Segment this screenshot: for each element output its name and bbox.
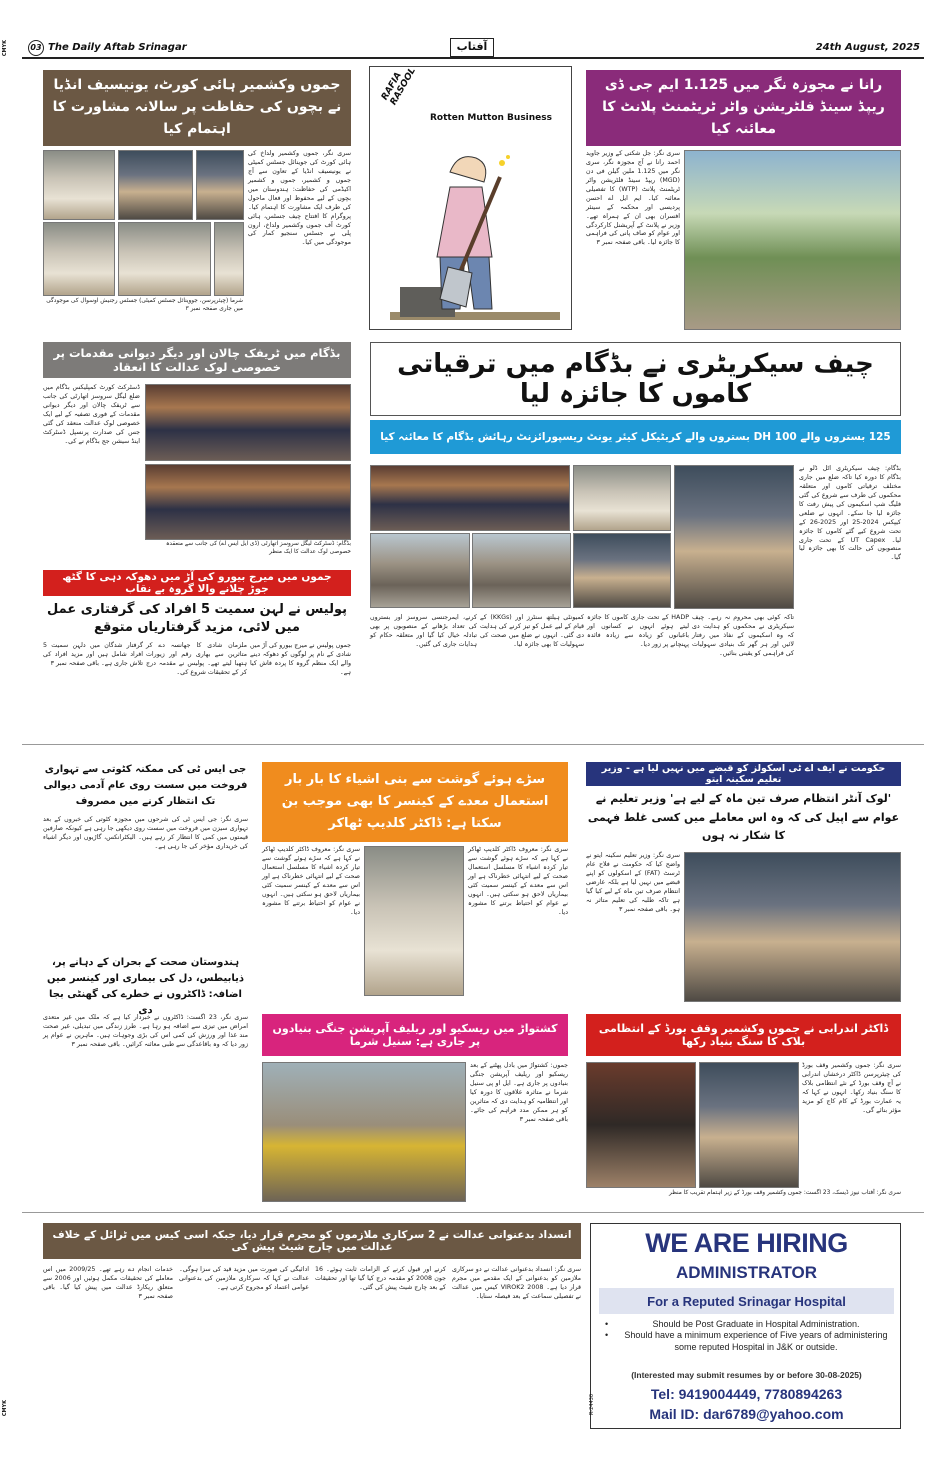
fat-body: سری نگر: وزیر تعلیم سکینہ ایتو نے واضح کیا کہ حکومت نے فلاح عام ٹرسٹ (FAT) کے اسکولوں کو اپنے قبضے میں نہیں لیا ہے بلکہ عارضی انتظام صرف تین ماہ کے لیے کیا گیا ہے تاکہ طلبہ کی تعلیم متاثر نہ ہو۔ باقی صفحہ نمبر ۳ — [586, 852, 681, 913]
cs-photo-5 — [472, 533, 571, 608]
kishtwar-photo — [262, 1062, 466, 1202]
fat-headline-bottom: 'لوک آنٹر انتظام صرف تین ماہ کے لیے ہے' وزیر تعلیم نے عوام سے اپیل کی کہ وہ اس معاملے میں کسی غلط فہمی کا شکار نہ ہوں — [587, 792, 900, 843]
court-headline: انسداد بدعنوانی عدالت نے 2 سرکاری ملازموں کو مجرم قرار دیا، جبکہ اسی کیس میں ٹرائل کے خلاف عدالت میں چارج شیٹ پیش کی — [43, 1223, 581, 1259]
hiring-mail: Mail ID: dar6789@yahoo.com — [649, 1406, 844, 1422]
cs-photo-1 — [370, 465, 570, 531]
court-body-col-2: کرنے اور قبول کرنے کے الزامات ثابت ہوئے۔ 16 جون 2008 کو مقدمہ درج کیا گیا تھا اور تحقیقات کے بعد چارج شیٹ پیش کی گئی۔ — [315, 1266, 446, 1291]
cs-photo-3 — [674, 465, 794, 609]
fat-photo — [684, 852, 901, 1002]
cs-body-col-1: تاکہ کوئی بھی محروم نہ رہے۔ چیف سیکریٹری نے محکموں کو ہدایت دی کہ وہ اسکیموں کے نفاذ میں رفتار لائیں اور ہر گھر تک بنیادی سہولیات کی فراہمی کو یقینی بنائیں۔ — [692, 614, 794, 657]
highcourt-photo-2 — [118, 150, 193, 220]
highcourt-photo-3 — [43, 222, 115, 296]
page-number-badge: 03 — [28, 40, 44, 56]
cs-photo-2 — [573, 465, 671, 531]
hiring-requirements — [605, 1319, 895, 1353]
rana-body: سری نگر: جل شکتی کے وزیر جاوید احمد رانا نے آج مجوزہ نگر، سری نگر میں 1.125 ملین گیلن فی دن (MGD) ریپڈ سینڈ فلٹریشن واٹر ٹریٹمنٹ پلانٹ (WTP) کا تفصیلی معائنہ کیا۔ ایم ایل اے احسن پردیسی اور محکمہ کے سینئر افسران بھی ان کے ہمراہ تھے۔ وزیر نے پلانٹ کے آپریشنل کارکردگی اور عوام کو صاف پانی کی فراہمی کا جائزہ لیا۔ باقی صفحہ نمبر ۳ — [586, 150, 681, 247]
kishtwar-headline: کشتواڑ میں ریسکیو اور ریلیف آپریشن جنگی بنیادوں پر جاری ہے: سنیل شرما — [262, 1014, 568, 1056]
hiring-note: (Interested may submit resumes by or before 30-08-2025) — [631, 1370, 862, 1380]
hiring-title: WE ARE HIRING — [645, 1228, 848, 1258]
waqf-photo-2 — [699, 1062, 799, 1188]
gst-body: سری نگر: جی ایس ٹی کی شرحوں میں مجوزہ کٹوتی کی خبروں کے بعد تہواری سیزن میں فروخت میں سست روی دیکھی جا رہی ہے کیونکہ صارفین قیمتوں میں کمی کا انتظار کر رہے ہیں۔ الیکٹرانکس، گاڑیوں اور دیگر اشیاء کی خریداری مؤخر کی جا رہی ہے۔ — [43, 816, 248, 850]
cartoon-title: Rotten Mutton Business — [430, 113, 552, 123]
waqf-photo-1 — [586, 1062, 696, 1188]
court-body-col-3: ادائیگی کی صورت میں مزید قید کی سزا ہوگی۔ عدالت نے کہا کہ سرکاری ملازمین کی بدعنوانی عوامی اعتماد کو مجروح کرتی ہے۔ — [179, 1266, 309, 1291]
heart-body: سری نگر، 23 اگست: ڈاکٹروں نے خبردار کیا ہے کہ ملک میں غیر متعدی امراض میں تیزی سے اضافہ ہو رہا ہے۔ طرز زندگی میں تبدیلی، غیر صحت مند غذا اور ورزش کی کمی اس کی بڑی وجوہات ہیں۔ ماہرین نے عوام پر زور دیا کہ وہ باقاعدگی سے طبی معائنہ کرائیں۔ باقی صفحہ نمبر ۳ — [43, 1014, 249, 1048]
cartoon-box — [369, 66, 572, 330]
cs-photo-6 — [573, 533, 671, 608]
waqf-caption: سری نگر: آفتاب نیوز ڈیسک، 23 اگست: جموں وکشمیر وقف بورڈ کے زیر اہتمام تقریب کا منظر — [669, 1190, 901, 1196]
highcourt-photo-1 — [43, 150, 115, 220]
hiring-req-1: • Should be Post Graduate in Hospital Administration. — [605, 1319, 860, 1329]
paper-name: The Daily Aftab Srinagar — [48, 42, 187, 53]
cs-body-col-4: کرنے، ایمرجنسی سروسز اور بستروں کی تعداد بڑھانے کے منصوبوں پر بھی تبادلہ خیال کیا گیا اور متعلقہ حکام کو ہدایات جاری کی گئیں۔ — [370, 614, 477, 648]
waqf-body: سری نگر: جموں وکشمیر وقف بورڈ کی چیئرپرسن ڈاکٹر درخشاں اندرابی نے آج وقف بورڈ کے نئے انتظامی بلاک کا سنگ بنیاد رکھا۔ انہوں نے کہا کہ یہ عمارت بورڈ کے کام کاج کو مزید مؤثر بنائے گی۔ — [802, 1062, 901, 1114]
cartoon-drawing — [390, 137, 560, 322]
lok-adalat-headline: بڈگام میں ٹریفک چالان اور دیگر دیوانی مقدمات پر خصوصی لوک عدالت کا انعقاد — [43, 342, 351, 378]
meat-headline: سڑے ہوئے گوشت سے بنی اشیاء کا بار بار استعمال معدے کے کینسر کا بھی موجب بن سکتا ہے: ڈاکٹر کلدیپ ٹھاکر — [262, 762, 568, 842]
police-body-col-2: ملزمان شادی کا جھانسہ دے کر متاثرین سے بھاری رقم اور زیورات ہتھیا لیتے تھے۔ پولیس نے مقدمہ درج کر کے تحقیقات شروع کی۔ — [146, 642, 247, 676]
cs-body-right: بڈگام: چیف سیکریٹری اٹل ڈلو نے بڈگام کا دورہ کیا تاکہ ضلع میں جاری مختلف ترقیاتی کاموں اور متعلقہ محکموں کی طرف سے شروع کی گئی فلیگ شپ اسکیموں کی پیش رفت کا جائزہ لیا جا سکے۔ انہوں نے ضلعی کیپکس 2024-25 اور 2025-26 کے تحت شروع کیے گئے کاموں کا جائزہ لیا۔ UT Capex کے تحت جاری منصوبوں کی حالت کا بھی جائزہ لیا گیا۔ — [799, 465, 901, 562]
waqf-headline: ڈاکٹر اندرابی نے جموں وکشمیر وقف بورڈ کے انتظامی بلاک کا سنگ بنیاد رکھا — [586, 1014, 901, 1056]
hiring-tel: Tel: 9419004449, 7780894263 — [650, 1386, 843, 1402]
police-body-col-3: گرفتار شدگان میں دلہن سمیت 5 افراد شامل ہیں اور مزید افراد کی تلاش جاری ہے۔ باقی صفحہ نمبر ۳ — [43, 642, 143, 667]
highcourt-photo-6 — [214, 222, 244, 296]
cs-body-col-2: HADP کے تحت جاری کاموں کا جائزہ لیتے ہوئے انہوں نے کسانوں اور باغبانوں کو زیادہ سے زیادہ فائدہ پہنچانے پر زور دیا۔ — [587, 614, 689, 648]
fat-headline-top: حکومت نے ایف اے ٹی اسکولز کو قبضے میں نہیں لیا ہے - وزیر تعلیم سکینہ ایتو — [586, 762, 901, 786]
cartoon-artist: RAFIA RASOOL — [380, 66, 419, 107]
hiring-subtitle-bar — [599, 1288, 894, 1314]
masthead-logo: آفتاب — [450, 38, 494, 57]
highcourt-photo-5 — [196, 150, 244, 220]
highcourt-headline: جموں وکشمیر ہائی کورٹ، یونیسیف انڈیا نے بچوں کی حفاظت پر سالانہ مشاورت کا اہتمام کیا — [43, 70, 351, 146]
police-headline-top: جموں میں میرج بیورو کی آڑ میں دھوکہ دہی کا گٹھ جوڑ چلانے والا گروہ بے نقاب — [43, 570, 351, 596]
chief-secretary-subhead: 125 بستروں والے 100 DH بستروں والے کریٹیکل کیئر یونٹ ریسپورائزنٹ رہائش بڈگام کا معائنہ کیا — [370, 420, 901, 454]
kishtwar-body: جموں: کشتواڑ میں بادل پھٹنے کے بعد ریسکیو اور ریلیف آپریشن جنگی بنیادوں پر جاری ہے۔ ایل او پی سنیل شرما نے متاثرہ علاقوں کا دورہ کیا اور انتظامیہ کو ہدایت دی کہ متاثرین کو ہر ممکن مدد فراہم کی جائے۔ باقی صفحہ نمبر ۳ — [470, 1062, 568, 1123]
police-headline-bottom: پولیس نے لہن سمیت 5 افراد کی گرفتاری عمل میں لائی، مزید گرفتاریاں متوقع — [47, 601, 347, 635]
heart-headline: ہندوستان صحت کے بحران کے دہانے پر، ذیابیطس، دل کی بیماری اور کینسر میں اضافہ: ڈاکٹروں نے خطرے کی گھنٹی بجا دی — [46, 957, 245, 1016]
section-divider — [22, 744, 924, 745]
gst-headline: جی ایس ٹی کی ممکنہ کٹوتی سے تہواری فروخت میں سست روی عام آدمی دیوالی تک انتظار کرنے میں مصروف — [43, 764, 248, 807]
lok-adalat-photo-1 — [145, 384, 351, 461]
hiring-ad-ref: R-24430 — [589, 1394, 595, 1415]
cmyk-mark-bottom: CMYK — [2, 1400, 8, 1417]
rana-headline: رانا نے مجوزہ نگر میں 1.125 ایم جی ڈی ریپڈ سینڈ فلٹریشن واٹر ٹریٹمنٹ پلانٹ کا معائنہ کیا — [586, 70, 901, 146]
lok-adalat-body: ڈسٹرکٹ کورٹ کمپلیکس بڈگام میں ضلع لیگل سروسز اتھارٹی کی جانب سے ٹریفک چالان اور دیگر دیوانی مقدمات کے فوری تصفیہ کے لیے ایک خصوصی لوک عدالت منعقد کی گئی جس کی صدارت پرنسپل ڈسٹرکٹ اینڈ سیشن جج بڈگام نے کی۔ — [43, 384, 140, 445]
masthead — [22, 37, 924, 59]
hiring-subtitle: For a Reputed Srinagar Hospital — [647, 1293, 846, 1309]
hiring-req-2: • Should have a minimum experience of Five years of administering some reputed Hospital in J&K or outside. — [605, 1330, 888, 1352]
hiring-position: ADMINISTRATOR — [675, 1263, 818, 1282]
highcourt-body: سری نگر، جموں وکشمیر ولداخ کی ہائی کورٹ کی جوینائل جسٹس کمیٹی نے یونیسیف انڈیا کے تعاون سے آج جموں و کشمیر، جموں و کشمیر اکیڈمی کی حفاظت: ہندوستان میں بچوں کے لیے محفوظ اور فعال ماحول کی طرف ایک مشاورت کا اہتمام کیا۔ پروگرام کا افتتاح چیف جسٹس، ہائی کورٹ آف جموں وکشمیر ولداخ، ارون پلی نے جسٹس سنجیو کمار کی موجودگی میں کیا۔ — [248, 150, 351, 247]
issue-date: 24th August, 2025 — [815, 42, 920, 53]
court-body-col-4: خدمات انجام دے رہے تھے۔ 2009/25 میں اس معاملے کی تحقیقات مکمل ہوئیں اور 2006 سے متعلق ریکارڈ عدالت میں پیش کیا گیا۔ باقی صفحہ نمبر ۳ — [43, 1266, 174, 1300]
chief-secretary-headline: چیف سیکریٹری نے بڈگام میں ترقیاتی کاموں کا جائزہ لیا — [370, 342, 901, 416]
cmyk-mark: CMYK — [2, 40, 8, 57]
highcourt-caption: شرما (چیئرپرسن، جووینائل جسٹس کمیٹی) جسٹس رجنیش اوسوال کی موجودگی میں جاری صفحہ نمبر ۳ — [46, 298, 243, 312]
meat-photo — [364, 846, 464, 996]
hiring-ad — [590, 1223, 901, 1429]
meat-body-col-2: سری نگر: معروف ڈاکٹر کلدیپ ٹھاکر نے کہا ہے کہ سڑے ہوئے گوشت سے تیار کردہ اشیاء کا مسلسل استعمال صحت کے لیے انتہائی خطرناک ہے اور اس سے معدے کے کینسر سمیت کئی بیماریاں لاحق ہو سکتی ہیں۔ انہوں نے عوام کو احتیاط برتنے کا مشورہ دیا۔ — [262, 846, 360, 916]
court-body-col-1: سری نگر: انسداد بدعنوانی عدالت نے دو سرکاری ملازمین کو بدعنوانی کے ایک مقدمے میں مجرم قرار دیا ہے۔ VIROK2 2008 کیس میں عدالت نے تفصیلی سماعت کے بعد فیصلہ سنایا۔ — [452, 1266, 581, 1300]
rana-photo — [684, 150, 901, 330]
meat-body-col-1: سری نگر: معروف ڈاکٹر کلدیپ ٹھاکر نے کہا ہے کہ سڑے ہوئے گوشت سے تیار کردہ اشیاء کا مسلسل استعمال صحت کے لیے انتہائی خطرناک ہے اور اس سے معدے کے کینسر سمیت کئی بیماریاں لاحق ہو سکتی ہیں۔ انہوں نے عوام کو احتیاط برتنے کا مشورہ دیا۔ — [468, 846, 568, 916]
cs-photo-4 — [370, 533, 470, 608]
lok-adalat-caption: بڈگام: ڈسٹرکٹ لیگل سروسز اتھارٹی (ڈی ایل ایس اے) کی جانب سے منعقدہ خصوصی لوک عدالت کا ایک منظر — [166, 541, 351, 555]
section-divider-2 — [22, 1212, 924, 1213]
highcourt-photo-4 — [118, 222, 211, 296]
lok-adalat-photo-2 — [145, 464, 351, 540]
police-body-col-1: جموں پولیس نے میرج بیورو کی آڑ میں شادی کے نام پر لوگوں کو دھوکہ دینے والے ایک منظم گروہ کا پردہ فاش کیا ہے۔ — [250, 642, 351, 676]
cs-body-col-3: کمیونٹی ہیلتھ سنٹرز اور (KKGs) کے قیام کے لیے عمل کو تیز کرنے کی ہدایت دی گئی۔ انہوں نے ضلع میں صحت کی سہولیات کا بھی جائزہ لیا۔ — [480, 614, 584, 648]
